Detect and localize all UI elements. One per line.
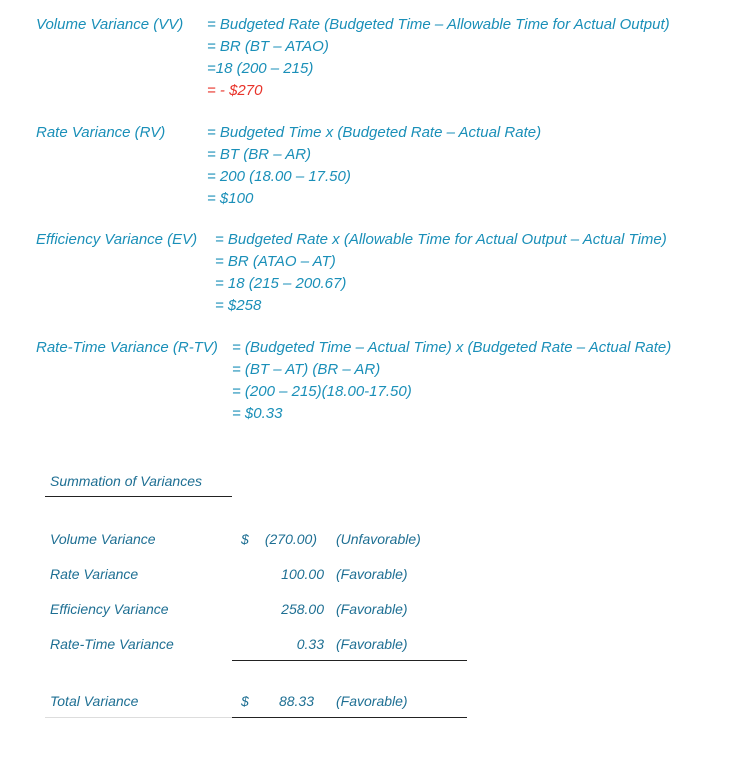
title-underline xyxy=(45,496,232,497)
total-amount: 88.33 xyxy=(278,693,314,709)
row-amount: 258.00 xyxy=(281,601,324,617)
formula-line: = BR (BT – ATAO) xyxy=(207,38,329,55)
formula-line: = (200 – 215)(18.00-17.50) xyxy=(232,383,412,400)
formula-line: = Budgeted Rate x (Allowable Time for Actual Output – Actual Time) xyxy=(215,231,667,248)
formula-line: = BT (BR – AR) xyxy=(207,146,312,163)
row-amount: (270.00) xyxy=(264,531,317,547)
formula-line: = (BT – AT) (BR – AR) xyxy=(232,361,381,378)
row-name: Rate Variance xyxy=(50,566,139,582)
formula-line: = BR (ATAO – AT) xyxy=(215,253,336,270)
formula-line: =18 (200 – 215) xyxy=(207,60,314,77)
total-left-rule xyxy=(45,717,232,718)
formula-label: Volume Variance (VV) xyxy=(36,16,184,33)
formula-result: = $100 xyxy=(207,190,254,207)
summary-title: Summation of Variances xyxy=(50,473,202,489)
formula-line: = (Budgeted Time – Actual Time) x (Budgeted Rate – Actual Rate) xyxy=(232,339,672,356)
formula-line: = Budgeted Time x (Budgeted Rate – Actual Rate) xyxy=(207,124,542,141)
row-currency: $ xyxy=(241,531,249,547)
formula-label: Rate-Time Variance (R-TV) xyxy=(36,339,218,356)
formula-label: Efficiency Variance (EV) xyxy=(36,231,198,248)
row-status: (Favorable) xyxy=(336,636,408,652)
row-amount: 100.00 xyxy=(281,566,324,582)
row-amount: 0.33 xyxy=(296,636,324,652)
total-currency: $ xyxy=(241,693,249,709)
row-status: (Favorable) xyxy=(336,601,408,617)
row-name: Volume Variance xyxy=(50,531,156,547)
total-name: Total Variance xyxy=(50,693,139,709)
formula-label: Rate Variance (RV) xyxy=(36,124,166,141)
formula-line: = Budgeted Rate (Budgeted Time – Allowable Time for Actual Output) xyxy=(207,16,670,33)
total-status: (Favorable) xyxy=(336,693,408,709)
row-status: (Favorable) xyxy=(336,566,408,582)
subtotal-rule xyxy=(232,660,467,661)
formula-line: = 18 (215 – 200.67) xyxy=(215,275,347,292)
row-status: (Unfavorable) xyxy=(336,531,421,547)
formula-result: = $0.33 xyxy=(232,405,283,422)
total-rule xyxy=(232,717,467,718)
formula-result: = - $270 xyxy=(207,82,263,99)
formula-line: = 200 (18.00 – 17.50) xyxy=(207,168,351,185)
formula-result: = $258 xyxy=(215,297,262,314)
row-name: Efficiency Variance xyxy=(50,601,169,617)
row-name: Rate-Time Variance xyxy=(50,636,174,652)
